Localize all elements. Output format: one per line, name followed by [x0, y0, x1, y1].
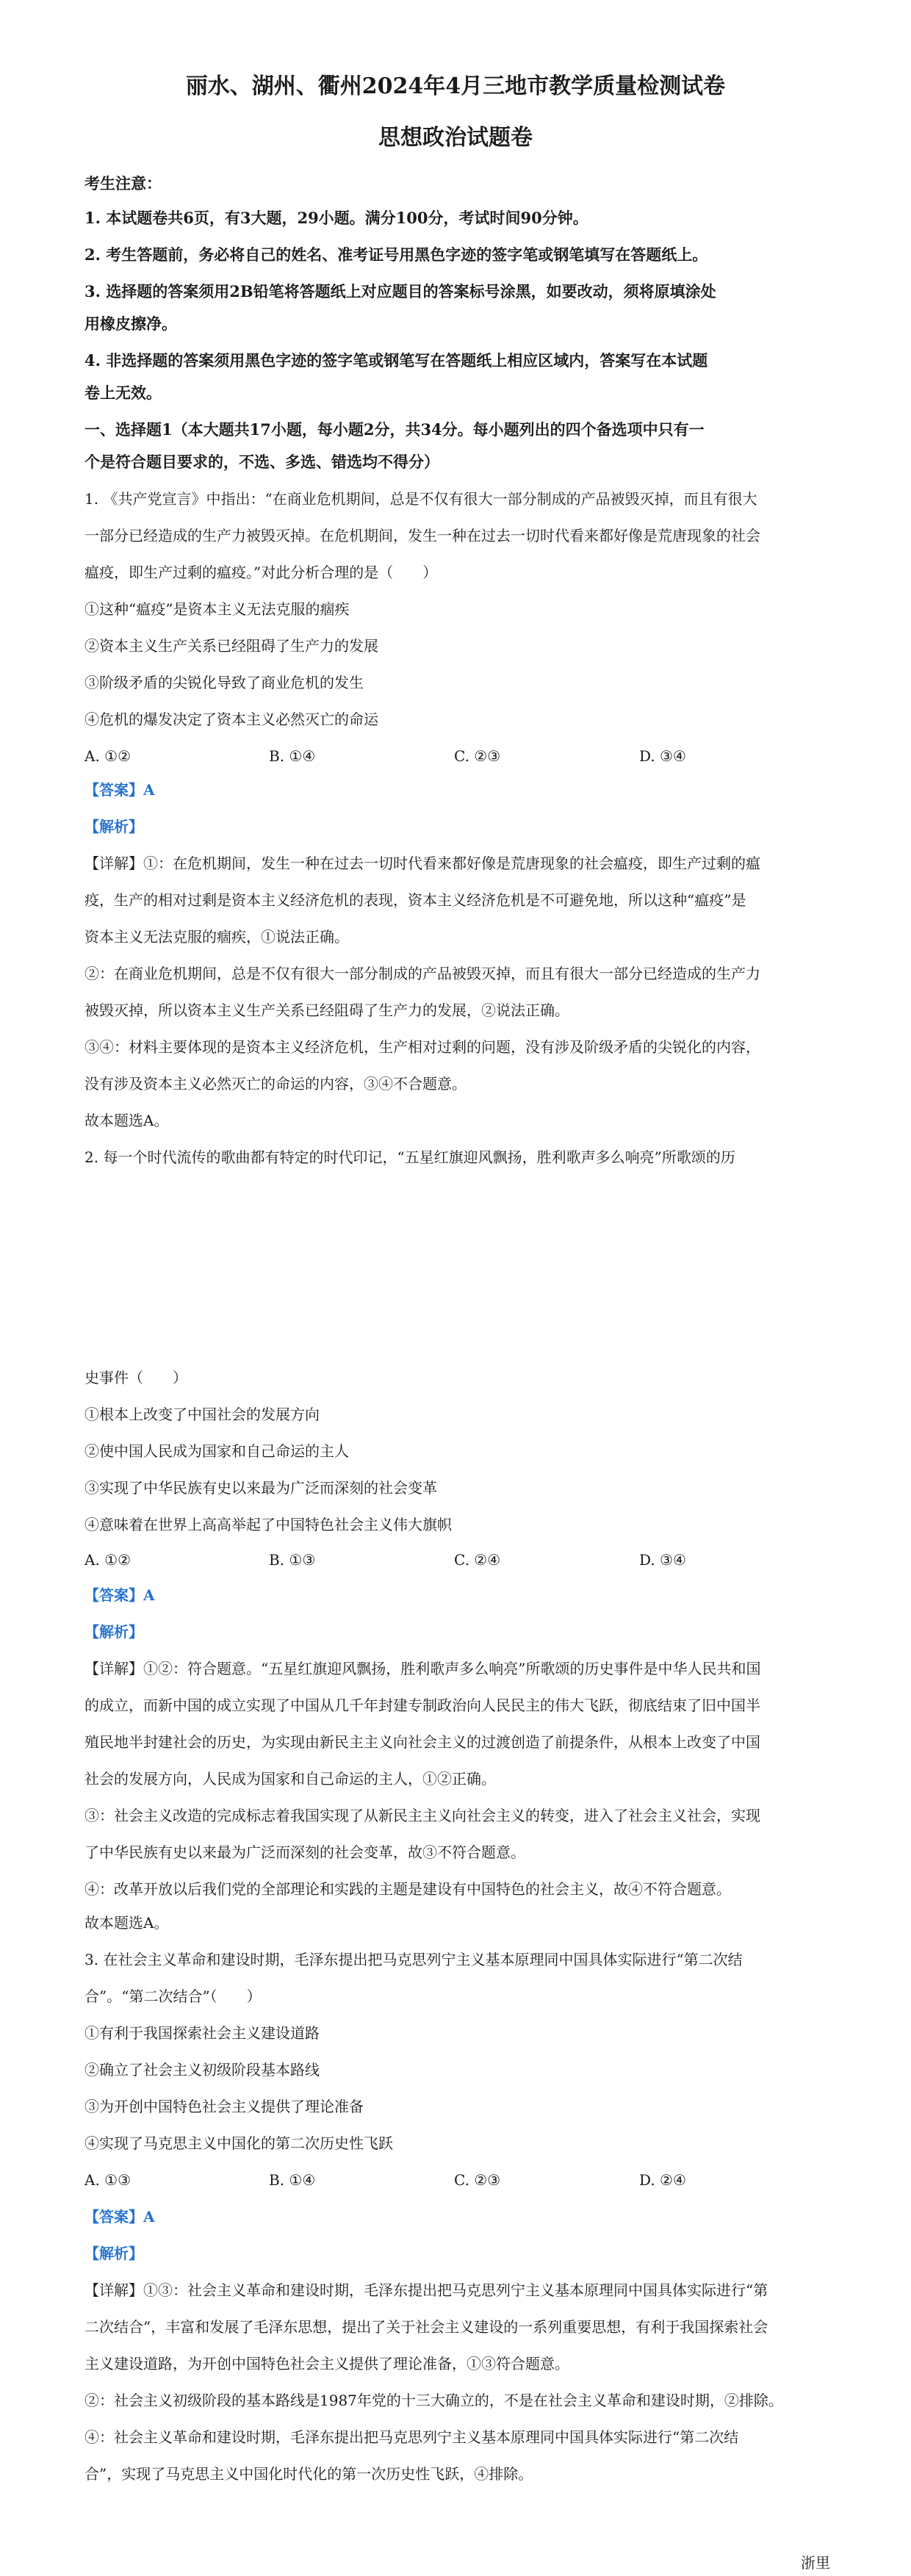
question-1-statement: ④危机的爆发决定了资本主义必然灭亡的命运: [84, 710, 378, 728]
option-a: A. ①②: [84, 747, 132, 765]
question-1-stem: 1. 《共产党宣言》中指出：“在商业危机期间，总是不仅有很大一部分制成的产品被毁灭掉，而且有很大: [84, 490, 757, 508]
question-3-statement: ②确立了社会主义初级阶段基本路线: [84, 2061, 320, 2079]
question-1-detail: 资本主义无法克服的痼疾，①说法正确。: [84, 928, 349, 946]
question-1-detail: 疫，生产的相对过剩是资本主义经济危机的表现，资本主义经济危机是不可避免地，所以这种“瘟疫”是: [84, 891, 746, 909]
question-2-statement: ④意味着在世界上高高举起了中国特色社会主义伟大旗帜: [84, 1516, 452, 1533]
question-2-analysis-label: 【解析】: [84, 1623, 143, 1641]
option-d: D. ③④: [639, 747, 686, 765]
question-1-detail: ③④：材料主要体现的是资本主义经济危机，生产相对过剩的问题，没有涉及阶级矛盾的尖锐化的内容，: [84, 1038, 760, 1056]
option-d: D. ③④: [639, 1551, 686, 1569]
option-c: C. ②③: [454, 2171, 501, 2189]
question-3-detail: 【详解】①③：社会主义革命和建设时期，毛泽东提出把马克思列宁主义基本原理同中国具体实际进行“第: [84, 2281, 768, 2299]
option-a: A. ①③: [84, 2171, 132, 2189]
question-2-detail: ③：社会主义改造的完成标志着我国实现了从新民主主义向社会主义的转变，进入了社会主义社会，实现: [84, 1807, 760, 1824]
question-1-statement: ②资本主义生产关系已经阻碍了生产力的发展: [84, 637, 378, 655]
question-1-statement: ①这种“瘟疫”是资本主义无法克服的痼疾: [84, 600, 350, 618]
question-2-stem: 2. 每一个时代流传的歌曲都有特定的时代印记，“五星红旗迎风飘扬，胜利歌声多么响亮”所歌颂的历: [84, 1148, 735, 1166]
section-heading: 个是符合题目要求的，不选、多选、错选均不得分）: [84, 453, 439, 471]
option-c: C. ②④: [454, 1551, 501, 1569]
notice-item: 2. 考生答题前，务必将自己的姓名、准考证号用黑色字迹的签字笔或钢笔填写在答题纸上。: [84, 245, 708, 264]
question-1-stem: 瘟疫，即生产过剩的瘟疫。”对此分析合理的是（ ）: [84, 564, 438, 581]
question-3-analysis-label: 【解析】: [84, 2245, 143, 2262]
question-3-detail: ②：社会主义初级阶段的基本路线是1987年党的十三大确立的，不是在社会主义革命和建设时期，②排除。: [84, 2392, 783, 2409]
question-2-statement: ③实现了中华民族有史以来最为广泛而深刻的社会变革: [84, 1479, 437, 1497]
option-b: B. ①④: [269, 2171, 316, 2189]
question-1-detail: 【详解】①：在危机期间，发生一种在过去一切时代看来都好像是荒唐现象的社会瘟疫，即生产过剩的瘟: [84, 855, 760, 872]
page-footer: 浙里: [801, 2554, 830, 2572]
option-c: C. ②③: [454, 747, 501, 765]
question-3-detail: ④：社会主义革命和建设时期，毛泽东提出把马克思列宁主义基本原理同中国具体实际进行“第二次结: [84, 2428, 739, 2446]
question-3-statement: ③为开创中国特色社会主义提供了理论准备: [84, 2098, 364, 2115]
option-b: B. ①④: [269, 747, 316, 765]
question-2-statement: ②使中国人民成为国家和自己命运的主人: [84, 1442, 349, 1460]
question-1-answer: 【答案】A: [84, 781, 155, 799]
notice-heading: 考生注意：: [84, 174, 162, 193]
question-1-options: [84, 746, 819, 766]
question-3-stem: 合”。“第二次结合”（ ）: [84, 1987, 262, 2005]
exam-subtitle: 思想政治试题卷: [378, 125, 533, 151]
notice-item: 1. 本试题卷共6页，有3大题，29小题。满分100分，考试时间90分钟。: [84, 209, 588, 227]
question-1-stem: 一部分已经造成的生产力被毁灭掉。在危机期间，发生一种在过去一切时代看来都好像是荒唐现象的社会: [84, 527, 760, 544]
question-2-detail: 社会的发展方向，人民成为国家和自己命运的主人，①②正确。: [84, 1770, 496, 1788]
question-2-statement: ①根本上改变了中国社会的发展方向: [84, 1406, 320, 1423]
question-2-answer: 【答案】A: [84, 1586, 155, 1604]
section-heading: 一、选择题1（本大题共17小题，每小题2分，共34分。每小题列出的四个备选项中只有一: [84, 420, 705, 439]
notice-item: 卷上无效。: [84, 384, 162, 402]
question-3-detail: 主义建设道路，为开创中国特色社会主义提供了理论准备，①③符合题意。: [84, 2355, 569, 2372]
question-2-detail: 殖民地半封建社会的历史，为实现由新民主主义向社会主义的过渡创造了前提条件，从根本上改变了中国: [84, 1733, 760, 1751]
question-1-detail: ②：在商业危机期间，总是不仅有很大一部分制成的产品被毁灭掉，而且有很大一部分已经造成的生产力: [84, 965, 760, 982]
question-1-detail: 被毁灭掉，所以资本主义生产关系已经阻碍了生产力的发展，②说法正确。: [84, 1001, 569, 1019]
option-d: D. ②④: [639, 2171, 686, 2189]
question-2-detail: ④：改革开放以后我们党的全部理论和实践的主题是建设有中国特色的社会主义，故④不符合题意。: [84, 1880, 731, 1898]
question-1-analysis-label: 【解析】: [84, 818, 143, 835]
question-1-detail: 故本题选A。: [84, 1112, 169, 1129]
notice-item: 4. 非选择题的答案须用黑色字迹的签字笔或钢笔写在答题纸上相应区域内，答案写在本试题: [84, 351, 708, 370]
question-3-detail: 二次结合”，丰富和发展了毛泽东思想，提出了关于社会主义建设的一系列重要思想，有利于我国探索社会: [84, 2318, 768, 2336]
question-2-detail: 故本题选A。: [84, 1914, 169, 1932]
notice-item: 用橡皮擦净。: [84, 314, 177, 333]
option-a: A. ①②: [84, 1551, 132, 1569]
notice-item: 3. 选择题的答案须用2B铅笔将答题纸上对应题目的答案标号涂黑，如要改动，须将原填涂处: [84, 282, 716, 301]
question-2-blank-area: [84, 1176, 827, 1359]
question-2-detail: 【详解】①②：符合题意。“五星红旗迎风飘扬，胜利歌声多么响亮”所歌颂的历史事件是中华人民共和国: [84, 1660, 761, 1677]
question-2-options: [84, 1550, 819, 1570]
question-2-detail: 了中华民族有史以来最为广泛而深刻的社会变革，故③不符合题意。: [84, 1843, 525, 1861]
question-2-detail: 的成立，而新中国的成立实现了中国从几千年封建专制政治向人民民主的伟大飞跃，彻底结束了旧中国半: [84, 1697, 760, 1714]
exam-title: 丽水、湖州、衢州2024年4月三地市教学质量检测试卷: [185, 73, 726, 99]
question-3-answer: 【答案】A: [84, 2208, 155, 2226]
question-3-detail: 合”，实现了马克思主义中国化时代化的第一次历史性飞跃，④排除。: [84, 2465, 533, 2483]
question-1-statement: ③阶级矛盾的尖锐化导致了商业危机的发生: [84, 674, 364, 691]
question-2-stem: 史事件（ ）: [84, 1369, 187, 1386]
option-b: B. ①③: [269, 1551, 316, 1569]
question-3-statement: ④实现了马克思主义中国化的第二次历史性飞跃: [84, 2134, 393, 2152]
question-3-stem: 3. 在社会主义革命和建设时期，毛泽东提出把马克思列宁主义基本原理同中国具体实际进行“第二次结: [84, 1951, 743, 1968]
question-3-statement: ①有利于我国探索社会主义建设道路: [84, 2024, 320, 2042]
question-1-detail: 没有涉及资本主义必然灭亡的命运的内容，③④不合题意。: [84, 1075, 467, 1093]
question-3-options: [84, 2170, 819, 2190]
